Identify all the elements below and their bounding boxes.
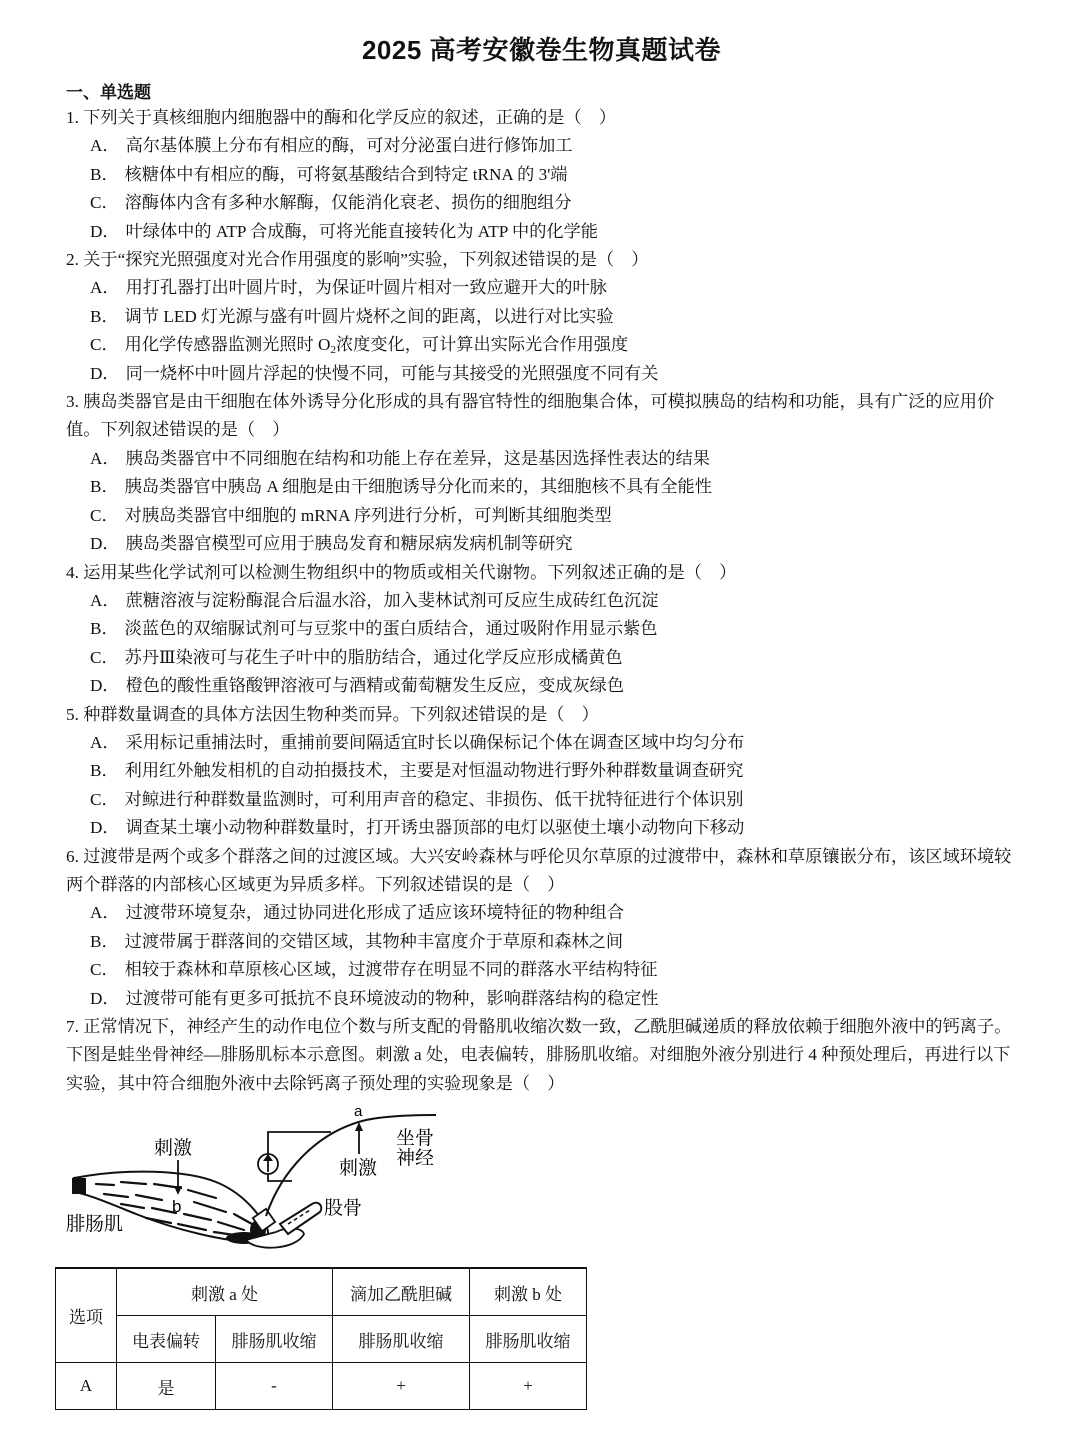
- question-number: 6.: [66, 846, 79, 866]
- option-c: C． 用化学传感器监测光照时 $O_2$浓度变化，可计算出实际光合作用强度: [90, 335, 629, 357]
- option-a: A． 高尔基体膜上分布有相应的酶，可对分泌蛋白进行修饰加工: [90, 136, 573, 156]
- question-stem: 种群数量调查的具体方法因生物种类而异。下列叙述错误的是（ ）: [83, 704, 599, 724]
- option-c: C． 溶酶体内含有多种水解酶，仅能消化衰老、损伤的细胞组分: [90, 193, 572, 213]
- option-c: C． 对鲸进行种群数量监测时，可利用声音的稳定、非损伤、低干扰特征进行个体识别: [90, 789, 744, 809]
- galvanometer-icon: [258, 1154, 278, 1174]
- label-sciatic-line2: 神经: [396, 1148, 435, 1169]
- label-point-b: b: [172, 1197, 182, 1216]
- question-number: 2.: [66, 250, 79, 270]
- question-5: [66, 701, 1026, 843]
- meter-wire-bottom: [268, 1174, 292, 1181]
- subheader-meter-deflection: 电表偏转: [117, 1316, 216, 1363]
- question-6: [66, 843, 1026, 1013]
- option-d: D． 叶绿体中的 ATP 合成酶，可将光能直接转化为 ATP 中的化学能: [90, 221, 598, 241]
- meter-wire-top: [268, 1132, 331, 1154]
- nerve-muscle-diagram: [66, 1102, 466, 1262]
- section-heading: 一、单选题: [66, 83, 151, 102]
- cell-option: A: [56, 1363, 117, 1410]
- option-c: C． 相较于森林和草原核心区域，过渡带存在明显不同的群落水平结构特征: [90, 960, 658, 980]
- label-sciatic-line1: 坐骨: [396, 1128, 435, 1149]
- option-d: D． 同一烧杯中叶圆片浮起的快慢不同，可能与其接受的光照强度不同有关: [90, 363, 659, 383]
- question-stem: 关于“探究光照强度对光合作用强度的影响”实验，下列叙述错误的是（ ）: [83, 250, 649, 270]
- label-femur: 股骨: [324, 1198, 363, 1219]
- option-a: A． 胰岛类器官中不同细胞在结构和功能上存在差异，这是基因选择性表达的结果: [90, 448, 710, 468]
- question-1: [66, 104, 1026, 246]
- option-a: A． 蔗糖溶液与淀粉酶混合后温水浴，加入斐林试剂可反应生成砖红色沉淀: [90, 590, 659, 610]
- cell-contraction-b: +: [470, 1363, 587, 1410]
- header-option: 选项: [56, 1268, 117, 1363]
- label-stimulus-a: 刺激: [339, 1158, 378, 1179]
- option-b: B． 过渡带属于群落间的交错区域，其物种丰富度介于草原和森林之间: [90, 931, 624, 951]
- table-row: [56, 1363, 587, 1410]
- question-number: 5.: [66, 704, 79, 724]
- options-table: [55, 1267, 587, 1410]
- question-stem: 正常情况下，神经产生的动作电位个数与所支配的骨骼肌收缩次数一致，乙酰胆碱递质的释放依赖于细胞外液中的钙离子。下图是蛙坐骨神经—腓肠肌标本示意图。刺激 a 处，电表偏转，腓肠肌收缩。对细胞外液分别进行 4 种预处理后，再进行以下实验，其中符合细胞外液中去除钙离子预处理的实验现象是（ ）: [66, 1017, 1012, 1093]
- option-a: A． 用打孔器打出叶圆片时，为保证叶圆片相对一致应避开大的叶脉: [90, 278, 607, 298]
- option-a: A． 采用标记重捕法时，重捕前要间隔适宜时长以确保标记个体在调查区域中均匀分布: [90, 732, 745, 752]
- option-c: C． 苏丹Ⅲ染液可与花生子叶中的脂肪结合，通过化学反应形成橘黄色: [90, 647, 623, 667]
- option-b: B． 淡蓝色的双缩脲试剂可与豆浆中的蛋白质结合，通过吸附作用显示紫色: [90, 619, 658, 639]
- question-3: [66, 388, 1026, 558]
- option-b: B． 调节 LED 灯光源与盛有叶圆片烧杯之间的距离，以进行对比实验: [90, 306, 614, 326]
- option-b: B． 利用红外触发相机的自动拍摄技术，主要是对恒温动物进行野外种群数量调查研究: [90, 761, 744, 781]
- subheader-contraction-a: 腓肠肌收缩: [216, 1316, 333, 1363]
- question-stem: 运用某些化学试剂可以检测生物组织中的物质或相关代谢物。下列叙述正确的是（ ）: [83, 562, 737, 582]
- option-b: B． 核糖体中有相应的酶，可将氨基酸结合到特定 tRNA 的 3'端: [90, 164, 568, 184]
- cell-contraction-ach: +: [333, 1363, 470, 1410]
- question-list: [66, 104, 1026, 1098]
- header-add-acetylcholine: 滴加乙酰胆碱: [333, 1268, 470, 1316]
- option-a: A． 过渡带环境复杂，通过协同进化形成了适应该环境特征的物种组合: [90, 903, 625, 923]
- cell-contraction-a: -: [216, 1363, 333, 1410]
- document-title: 2025 高考安徽卷生物真题试卷: [361, 35, 722, 65]
- question-number: 3.: [66, 392, 79, 412]
- cell-meter: 是: [117, 1363, 216, 1410]
- question-2: [66, 246, 1026, 388]
- subheader-contraction-ach: 腓肠肌收缩: [333, 1316, 470, 1363]
- question-stem: 胰岛类器官是由干细胞在体外诱导分化形成的具有器官特性的细胞集合体，可模拟胰岛的结构和功能，具有广泛的应用价值。下列叙述错误的是（ ）: [66, 392, 995, 440]
- option-d: D． 橙色的酸性重铬酸钾溶液可与酒精或葡萄糖发生反应，变成灰绿色: [90, 676, 625, 696]
- header-stimulate-a: 刺激 a 处: [117, 1268, 333, 1316]
- option-d: D． 调查某土壤小动物种群数量时，打开诱虫器顶部的电灯以驱使土壤小动物向下移动: [90, 818, 745, 838]
- question-stem: 过渡带是两个或多个群落之间的过渡区域。大兴安岭森林与呼伦贝尔草原的过渡带中，森林和草原镶嵌分布，该区域环境较两个群落的内部核心区域更为异质多样。下列叙述错误的是（ ）: [66, 846, 1012, 894]
- option-d: D． 胰岛类器官模型可应用于胰岛发育和糖尿病发病机制等研究: [90, 534, 573, 554]
- option-d: D． 过渡带可能有更多可抵抗不良环境波动的物种，影响群落结构的稳定性: [90, 988, 659, 1008]
- question-number: 7.: [66, 1017, 79, 1036]
- label-gastrocnemius: 腓肠肌: [66, 1214, 124, 1235]
- header-stimulate-b: 刺激 b 处: [470, 1268, 587, 1316]
- question-4: [66, 559, 1026, 701]
- question-7: [66, 1013, 1026, 1098]
- stimulus-arrow-a-icon: [355, 1122, 363, 1154]
- question-stem: 下列关于真核细胞内细胞器中的酶和化学反应的叙述，正确的是（ ）: [83, 108, 617, 127]
- option-b: B． 胰岛类器官中胰岛 A 细胞是由干细胞诱导分化而来的，其细胞核不具有全能性: [90, 477, 712, 497]
- label-stimulus-b: 刺激: [154, 1138, 193, 1159]
- question-number: 4.: [66, 562, 79, 582]
- option-c: C． 对胰岛类器官中细胞的 mRNA 序列进行分析，可判断其细胞类型: [90, 505, 612, 525]
- question-number: 1.: [66, 108, 79, 127]
- subheader-contraction-b: 腓肠肌收缩: [470, 1316, 587, 1363]
- label-point-a: a: [354, 1103, 363, 1120]
